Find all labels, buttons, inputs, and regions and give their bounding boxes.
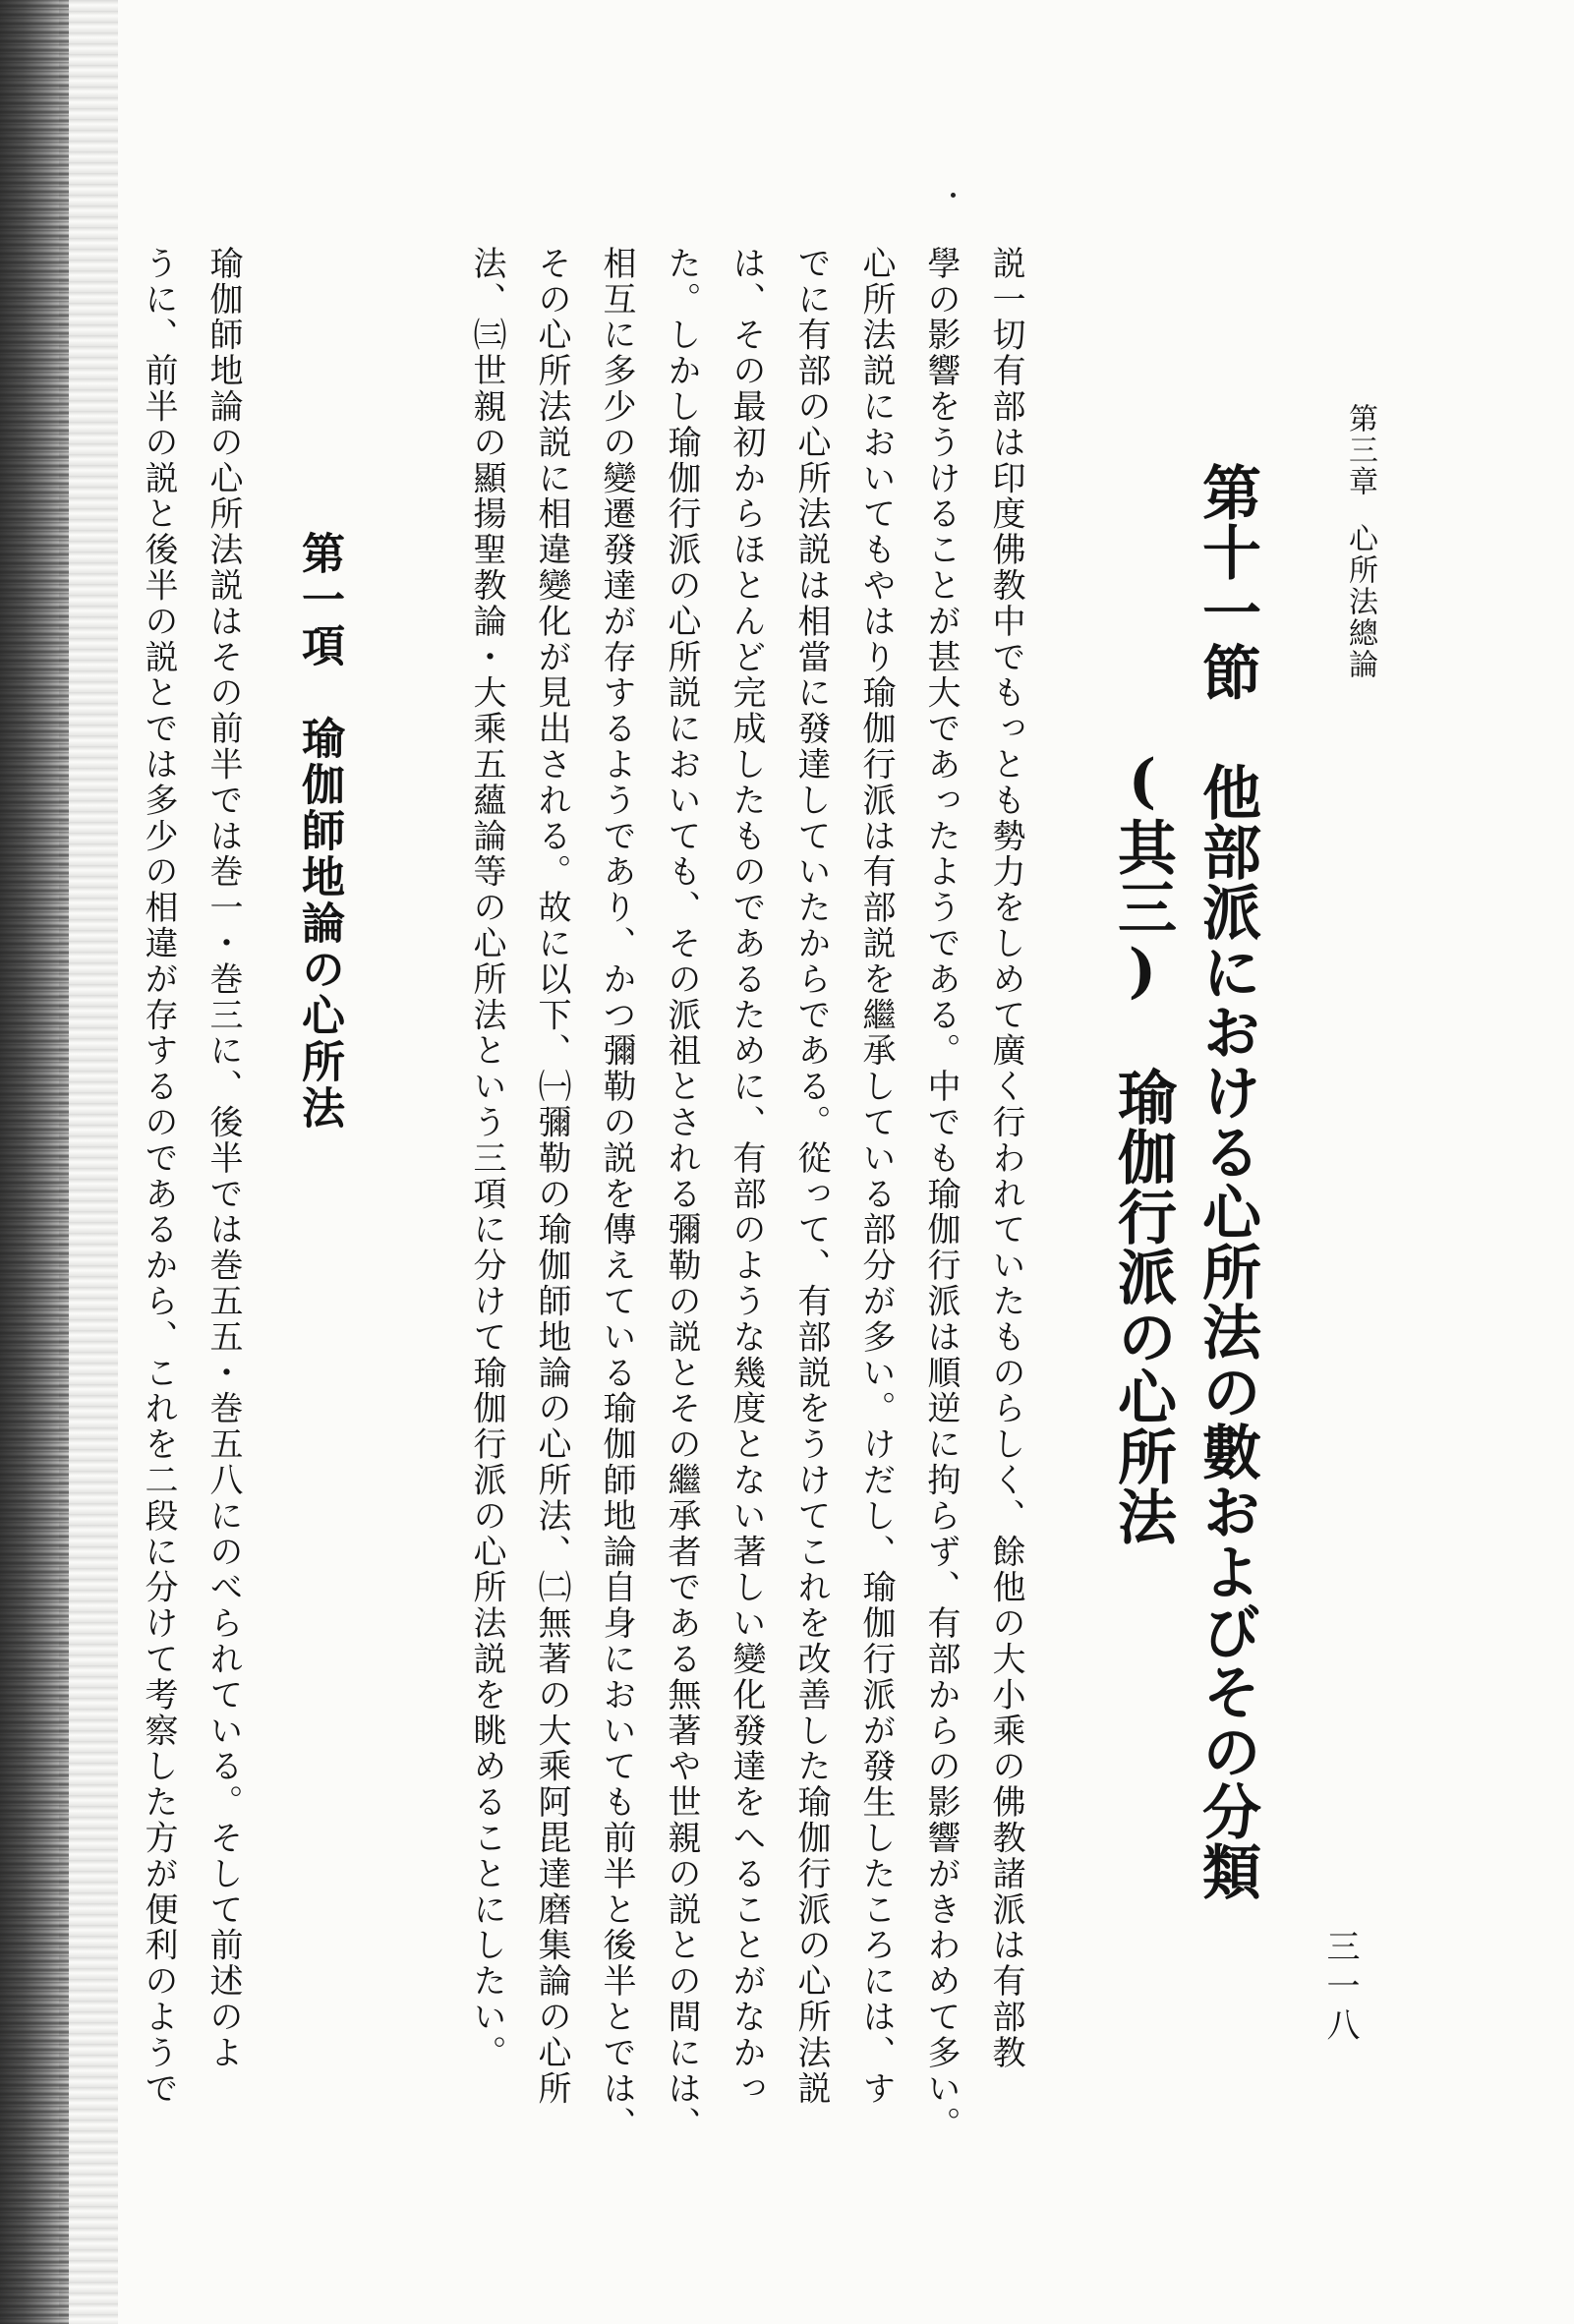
body-line: うに、前半の説と後半の説とでは多少の相違が存するのであるから、これを二段に分けて考察した方が便利のようで xyxy=(139,246,178,2107)
chapter-label: 第三章 xyxy=(1343,403,1377,497)
body-line: は、その最初からほとんど完成したものであるために、有部のような幾度とない著しい變化發達をへることがなかっ xyxy=(727,246,766,2107)
body-line: 學の影響をうけることが甚大であったようである。中でも瑜伽行派は順逆に拘らず、有部からの影響がきわめて多い。 xyxy=(921,246,961,2143)
subsection-heading: 第一項 瑜伽師地論の心所法 xyxy=(294,531,344,1132)
body-line: 説一切有部は印度佛教中でもっとも勢力をしめて廣く行われていたものらしく、餘他の大小乘の佛教諸派は有部教 xyxy=(986,246,1025,2071)
chapter-title: 心所法總論 xyxy=(1343,523,1377,680)
body-line: 相互に多少の變遷發達が存するようであり、かつ彌勒の説を傳えている瑜伽師地論自身においても前半と後半とでは、 xyxy=(597,246,636,2143)
print-mark xyxy=(951,193,956,198)
section-title: 第十一節 他部派における心所法の數およびその分類 xyxy=(1193,462,1261,1901)
body-line: た。しかし瑜伽行派の心所説においても、その派祖とされる彌勒の説とその繼承者である無著や世親の説との間には、 xyxy=(662,246,701,2143)
body-line: その心所法説に相違變化が見出される。故に以下、㈠彌勒の瑜伽師地論の心所法、㈡無著の大乘阿毘達磨集論の心所 xyxy=(532,246,571,2107)
body-line: 瑜伽師地論の心所法説はその前半では巻一・巻三に、後半では巻五五・巻五八にのべられている。そして前述のよ xyxy=(204,246,243,2071)
page-number: 三一八 xyxy=(1320,1929,1360,2047)
section-subtitle: (其三) 瑜伽行派の心所法 xyxy=(1108,747,1177,1546)
running-header xyxy=(1343,403,1377,680)
body-line: でに有部の心所法説は相當に發達していたからである。從って、有部説をうけてこれを改善した瑜伽行派の心所法説 xyxy=(791,246,831,2107)
body-line: 法、㈢世親の顯揚聖教論・大乘五蘊論等の心所法という三項に分けて瑜伽行派の心所法説を眺めることにしたい。 xyxy=(467,246,506,2071)
scan-shadow-texture xyxy=(59,0,118,2324)
body-line: 心所法説においてもやはり瑜伽行派は有部説を繼承している部分が多い。けだし、瑜伽行派が發生したころには、す xyxy=(856,246,896,2107)
